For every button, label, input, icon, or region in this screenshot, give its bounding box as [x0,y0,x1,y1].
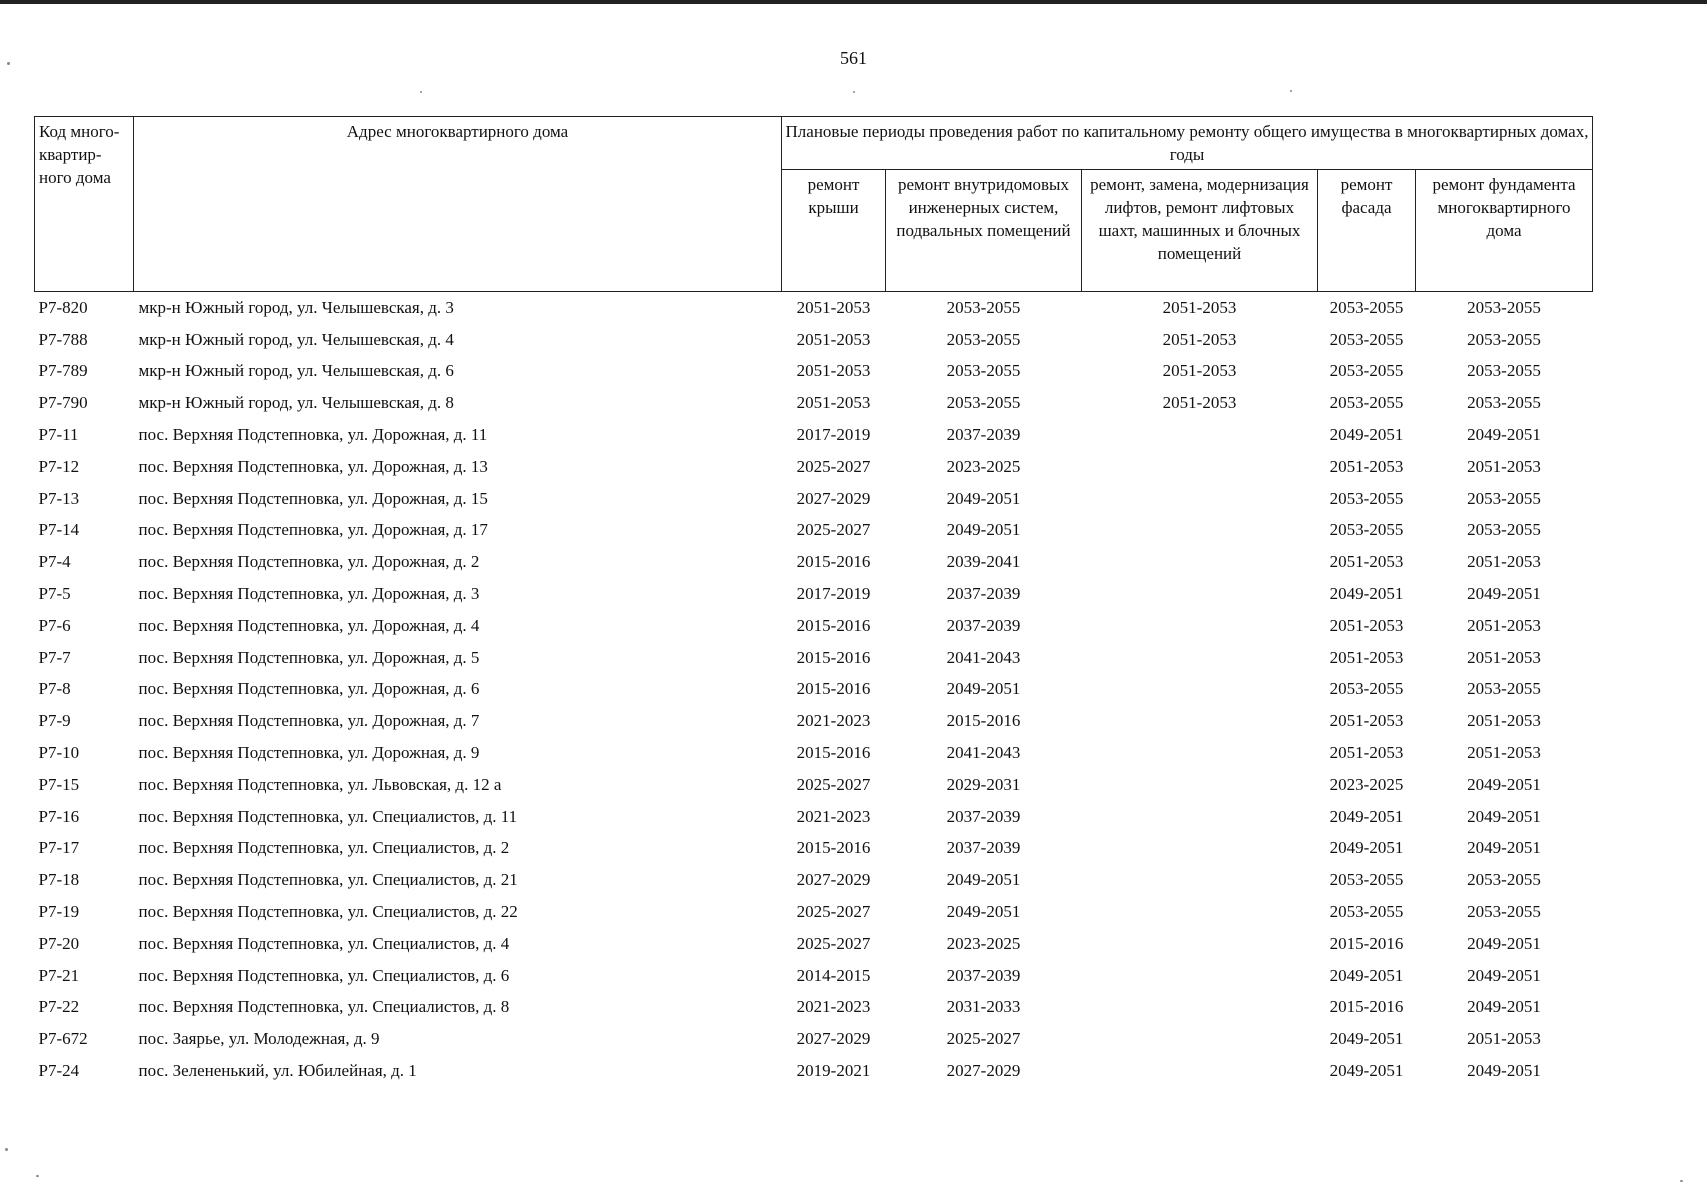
row-elevators-period [1082,992,1318,1024]
row-engineering-period: 2037-2039 [946,965,1021,985]
row-engineering-period: 2015-2016 [946,711,1021,731]
row-facade-period: 2015-2016 [1329,933,1404,953]
row-roof-period: 2027-2029 [796,488,871,508]
row-roof-period: 2025-2027 [796,933,871,953]
row-address: пос. Верхняя Подстепновка, ул. Дорожная, д. 7 [138,711,480,731]
row-code: Р7-820 [38,297,88,317]
row-foundation-period: 2049-2051 [1467,838,1541,858]
row-engineering-period: 2053-2055 [946,361,1021,381]
row-engineering-period: 2049-2051 [946,488,1021,508]
row-roof-period: 2025-2027 [796,520,871,540]
row-roof-period: 2017-2019 [796,425,871,445]
row-elevators-period: 2051-2053 [1162,329,1237,349]
row-roof-period: 2027-2029 [796,870,871,890]
row-code: Р7-17 [38,838,80,858]
row-engineering-period: 2041-2043 [946,647,1021,667]
row-roof-period: 2051-2053 [796,361,871,381]
table-row [35,483,1593,515]
row-engineering-period: 2023-2025 [946,933,1021,953]
row-address: пос. Зелененький, ул. Юбилейная, д. 1 [138,1061,417,1081]
header-address: Адрес многоквартирного дома [134,117,782,292]
row-address: мкр-н Южный город, ул. Челышевская, д. 8 [138,393,454,413]
row-facade-period: 2023-2025 [1329,774,1404,794]
row-elevators-period [1082,451,1318,483]
row-engineering-period: 2029-2031 [946,774,1021,794]
table-row [35,546,1593,578]
table-row [35,387,1593,419]
row-engineering-period: 2039-2041 [946,552,1021,572]
row-address: пос. Верхняя Подстепновка, ул. Специалистов, д. 2 [138,838,510,858]
row-engineering-period: 2023-2025 [946,456,1021,476]
header-facade: ремонт фасада [1318,170,1416,292]
row-address: пос. Заярье, ул. Молодежная, д. 9 [138,1029,380,1049]
row-code: Р7-789 [38,361,88,381]
row-elevators-period [1082,1023,1318,1055]
header-engineering: ремонт внутридомовых инженерных систем, подвальных помещений [886,170,1082,292]
row-roof-period: 2021-2023 [796,711,871,731]
row-roof-period: 2051-2053 [796,329,871,349]
row-facade-period: 2049-2051 [1329,1029,1404,1049]
row-foundation-period: 2049-2051 [1467,965,1541,985]
header-foundation: ремонт фундамента многоквартирного дома [1416,170,1593,292]
row-facade-period: 2051-2053 [1329,647,1404,667]
row-address: пос. Верхняя Подстепновка, ул. Львовская, д. 12 а [138,774,502,794]
row-engineering-period: 2049-2051 [946,679,1021,699]
row-engineering-period: 2049-2051 [946,902,1021,922]
row-roof-period: 2015-2016 [796,615,871,635]
row-code: Р7-672 [38,1029,88,1049]
row-engineering-period: 2037-2039 [946,425,1021,445]
row-engineering-period: 2037-2039 [946,806,1021,826]
row-code: Р7-16 [38,806,80,826]
row-code: Р7-4 [38,552,71,572]
table-row [35,705,1593,737]
row-foundation-period: 2053-2055 [1467,361,1541,381]
row-foundation-period: 2049-2051 [1467,1061,1541,1081]
row-elevators-period [1082,674,1318,706]
row-code: Р7-22 [38,997,80,1017]
row-roof-period: 2019-2021 [796,1061,871,1081]
row-foundation-period: 2051-2053 [1467,711,1541,731]
row-roof-period: 2025-2027 [796,456,871,476]
table-row [35,833,1593,865]
row-elevators-period [1082,928,1318,960]
table-row [35,419,1593,451]
table-row [35,451,1593,483]
row-roof-period: 2021-2023 [796,806,871,826]
row-code: Р7-12 [38,456,80,476]
row-code: Р7-11 [38,425,79,445]
row-facade-period: 2049-2051 [1329,1061,1404,1081]
row-foundation-period: 2053-2055 [1467,488,1541,508]
row-roof-period: 2017-2019 [796,584,871,604]
header-code: Код много-квартир-ного дома [35,117,134,292]
row-foundation-period: 2049-2051 [1467,774,1541,794]
row-roof-period: 2015-2016 [796,647,871,667]
row-engineering-period: 2053-2055 [946,297,1021,317]
table-row [35,928,1593,960]
row-facade-period: 2051-2053 [1329,552,1404,572]
row-roof-period: 2051-2053 [796,297,871,317]
row-address: мкр-н Южный город, ул. Челышевская, д. 4 [138,329,454,349]
row-address: пос. Верхняя Подстепновка, ул. Дорожная, д. 13 [138,456,488,476]
row-roof-period: 2025-2027 [796,902,871,922]
row-code: Р7-8 [38,679,71,699]
row-code: Р7-14 [38,520,80,540]
row-roof-period: 2051-2053 [796,393,871,413]
row-elevators-period [1082,642,1318,674]
row-address: пос. Верхняя Подстепновка, ул. Специалистов, д. 22 [138,902,518,922]
row-facade-period: 2015-2016 [1329,997,1404,1017]
page-number: 561 [840,48,867,68]
row-foundation-period: 2053-2055 [1467,297,1541,317]
row-facade-period: 2049-2051 [1329,806,1404,826]
row-elevators-period [1082,705,1318,737]
row-address: пос. Верхняя Подстепновка, ул. Дорожная, д. 2 [138,552,480,572]
row-foundation-period: 2051-2053 [1467,743,1541,763]
row-elevators-period [1082,737,1318,769]
row-code: Р7-7 [38,647,71,667]
row-code: Р7-21 [38,965,80,985]
row-address: пос. Верхняя Подстепновка, ул. Дорожная, д. 11 [138,425,488,445]
row-elevators-period [1082,833,1318,865]
row-code: Р7-5 [38,584,71,604]
table-row [35,960,1593,992]
row-engineering-period: 2037-2039 [946,615,1021,635]
header-elevators: ремонт, замена, модернизация лифтов, ремонт лифтовых шахт, машинных и блочных помещений [1082,170,1318,292]
header-periods-group: Плановые периоды проведения работ по капитальному ремонту общего имущества в многоквартирных домах, годы [782,117,1593,170]
row-engineering-period: 2025-2027 [946,1029,1021,1049]
row-elevators-period [1082,578,1318,610]
row-address: пос. Верхняя Подстепновка, ул. Дорожная, д. 6 [138,679,480,699]
row-foundation-period: 2049-2051 [1467,584,1541,604]
row-facade-period: 2051-2053 [1329,456,1404,476]
row-engineering-period: 2053-2055 [946,393,1021,413]
table-row [35,801,1593,833]
row-elevators-period [1082,896,1318,928]
row-facade-period: 2053-2055 [1329,902,1404,922]
row-code: Р7-10 [38,743,80,763]
table-row [35,992,1593,1024]
repair-schedule-sheet [34,116,1592,1087]
row-foundation-period: 2051-2053 [1467,647,1541,667]
row-address: пос. Верхняя Подстепновка, ул. Специалистов, д. 11 [138,806,518,826]
row-roof-period: 2027-2029 [796,1029,871,1049]
table-row [35,864,1593,896]
row-address: мкр-н Южный город, ул. Челышевская, д. 6 [138,361,454,381]
row-engineering-period: 2053-2055 [946,329,1021,349]
row-facade-period: 2053-2055 [1329,297,1404,317]
row-elevators-period [1082,610,1318,642]
row-address: пос. Верхняя Подстепновка, ул. Дорожная, д. 15 [138,488,488,508]
table-header [35,117,1593,292]
row-facade-period: 2051-2053 [1329,711,1404,731]
row-foundation-period: 2051-2053 [1467,615,1541,635]
row-roof-period: 2015-2016 [796,679,871,699]
row-code: Р7-6 [38,615,71,635]
row-foundation-period: 2049-2051 [1467,997,1541,1017]
page-top-border [0,0,1707,4]
row-facade-period: 2049-2051 [1329,584,1404,604]
header-roof: ремонт крыши [782,170,886,292]
row-foundation-period: 2053-2055 [1467,329,1541,349]
row-roof-period: 2025-2027 [796,774,871,794]
row-facade-period: 2053-2055 [1329,520,1404,540]
row-address: пос. Верхняя Подстепновка, ул. Специалистов, д. 8 [138,997,510,1017]
table-row [35,769,1593,801]
row-foundation-period: 2053-2055 [1467,520,1541,540]
row-elevators-period [1082,960,1318,992]
repair-schedule-table [34,116,1593,1087]
table-row [35,642,1593,674]
row-facade-period: 2053-2055 [1329,361,1404,381]
scan-speck [5,1148,8,1151]
row-facade-period: 2051-2053 [1329,615,1404,635]
row-roof-period: 2015-2016 [796,743,871,763]
row-elevators-period [1082,801,1318,833]
row-code: Р7-13 [38,488,80,508]
table-row [35,515,1593,547]
row-foundation-period: 2053-2055 [1467,870,1541,890]
row-foundation-period: 2049-2051 [1467,806,1541,826]
table-row [35,610,1593,642]
row-facade-period: 2049-2051 [1329,425,1404,445]
row-facade-period: 2053-2055 [1329,329,1404,349]
row-elevators-period [1082,546,1318,578]
row-address: мкр-н Южный город, ул. Челышевская, д. 3 [138,297,454,317]
scan-speck [853,91,855,93]
row-foundation-period: 2051-2053 [1467,552,1541,572]
row-elevators-period [1082,1055,1318,1087]
row-engineering-period: 2049-2051 [946,870,1021,890]
row-facade-period: 2053-2055 [1329,488,1404,508]
row-engineering-period: 2031-2033 [946,997,1021,1017]
row-elevators-period [1082,515,1318,547]
scan-speck [7,62,10,65]
row-address: пос. Верхняя Подстепновка, ул. Дорожная, д. 9 [138,743,480,763]
table-row [35,896,1593,928]
row-address: пос. Верхняя Подстепновка, ул. Дорожная, д. 5 [138,647,480,667]
row-address: пос. Верхняя Подстепновка, ул. Дорожная, д. 4 [138,615,480,635]
row-elevators-period [1082,483,1318,515]
scan-speck [420,91,422,93]
row-elevators-period: 2051-2053 [1162,393,1237,413]
row-code: Р7-24 [38,1061,80,1081]
row-engineering-period: 2049-2051 [946,520,1021,540]
row-address: пос. Верхняя Подстепновка, ул. Дорожная, д. 3 [138,584,480,604]
row-facade-period: 2051-2053 [1329,743,1404,763]
row-address: пос. Верхняя Подстепновка, ул. Специалистов, д. 4 [138,933,510,953]
row-facade-period: 2049-2051 [1329,838,1404,858]
row-engineering-period: 2041-2043 [946,743,1021,763]
row-foundation-period: 2053-2055 [1467,393,1541,413]
table-body [35,292,1593,1087]
row-code: Р7-790 [38,393,88,413]
table-row [35,1055,1593,1087]
table-row [35,324,1593,356]
row-code: Р7-788 [38,329,88,349]
row-roof-period: 2015-2016 [796,552,871,572]
row-foundation-period: 2049-2051 [1467,425,1541,445]
row-elevators-period: 2051-2053 [1162,361,1237,381]
row-code: Р7-20 [38,933,80,953]
row-foundation-period: 2053-2055 [1467,902,1541,922]
row-code: Р7-19 [38,902,80,922]
row-engineering-period: 2037-2039 [946,584,1021,604]
table-row [35,674,1593,706]
row-foundation-period: 2049-2051 [1467,933,1541,953]
row-facade-period: 2053-2055 [1329,870,1404,890]
table-row [35,737,1593,769]
row-facade-period: 2053-2055 [1329,393,1404,413]
row-code: Р7-9 [38,711,71,731]
row-code: Р7-15 [38,774,80,794]
row-elevators-period: 2051-2053 [1162,297,1237,317]
scan-speck [1290,90,1292,92]
row-elevators-period [1082,419,1318,451]
row-engineering-period: 2027-2029 [946,1061,1021,1081]
row-address: пос. Верхняя Подстепновка, ул. Дорожная, д. 17 [138,520,488,540]
scan-speck [36,1175,39,1177]
row-facade-period: 2053-2055 [1329,679,1404,699]
table-row [35,578,1593,610]
table-row [35,1023,1593,1055]
row-roof-period: 2015-2016 [796,838,871,858]
row-roof-period: 2014-2015 [796,965,871,985]
row-roof-period: 2021-2023 [796,997,871,1017]
row-engineering-period: 2037-2039 [946,838,1021,858]
row-address: пос. Верхняя Подстепновка, ул. Специалистов, д. 6 [138,965,510,985]
row-foundation-period: 2051-2053 [1467,1029,1541,1049]
row-foundation-period: 2051-2053 [1467,456,1541,476]
table-row [35,356,1593,388]
row-facade-period: 2049-2051 [1329,965,1404,985]
scan-speck [1680,1180,1683,1182]
row-foundation-period: 2053-2055 [1467,679,1541,699]
row-elevators-period [1082,864,1318,896]
row-code: Р7-18 [38,870,80,890]
table-row [35,292,1593,324]
row-elevators-period [1082,769,1318,801]
row-address: пос. Верхняя Подстепновка, ул. Специалистов, д. 21 [138,870,518,890]
